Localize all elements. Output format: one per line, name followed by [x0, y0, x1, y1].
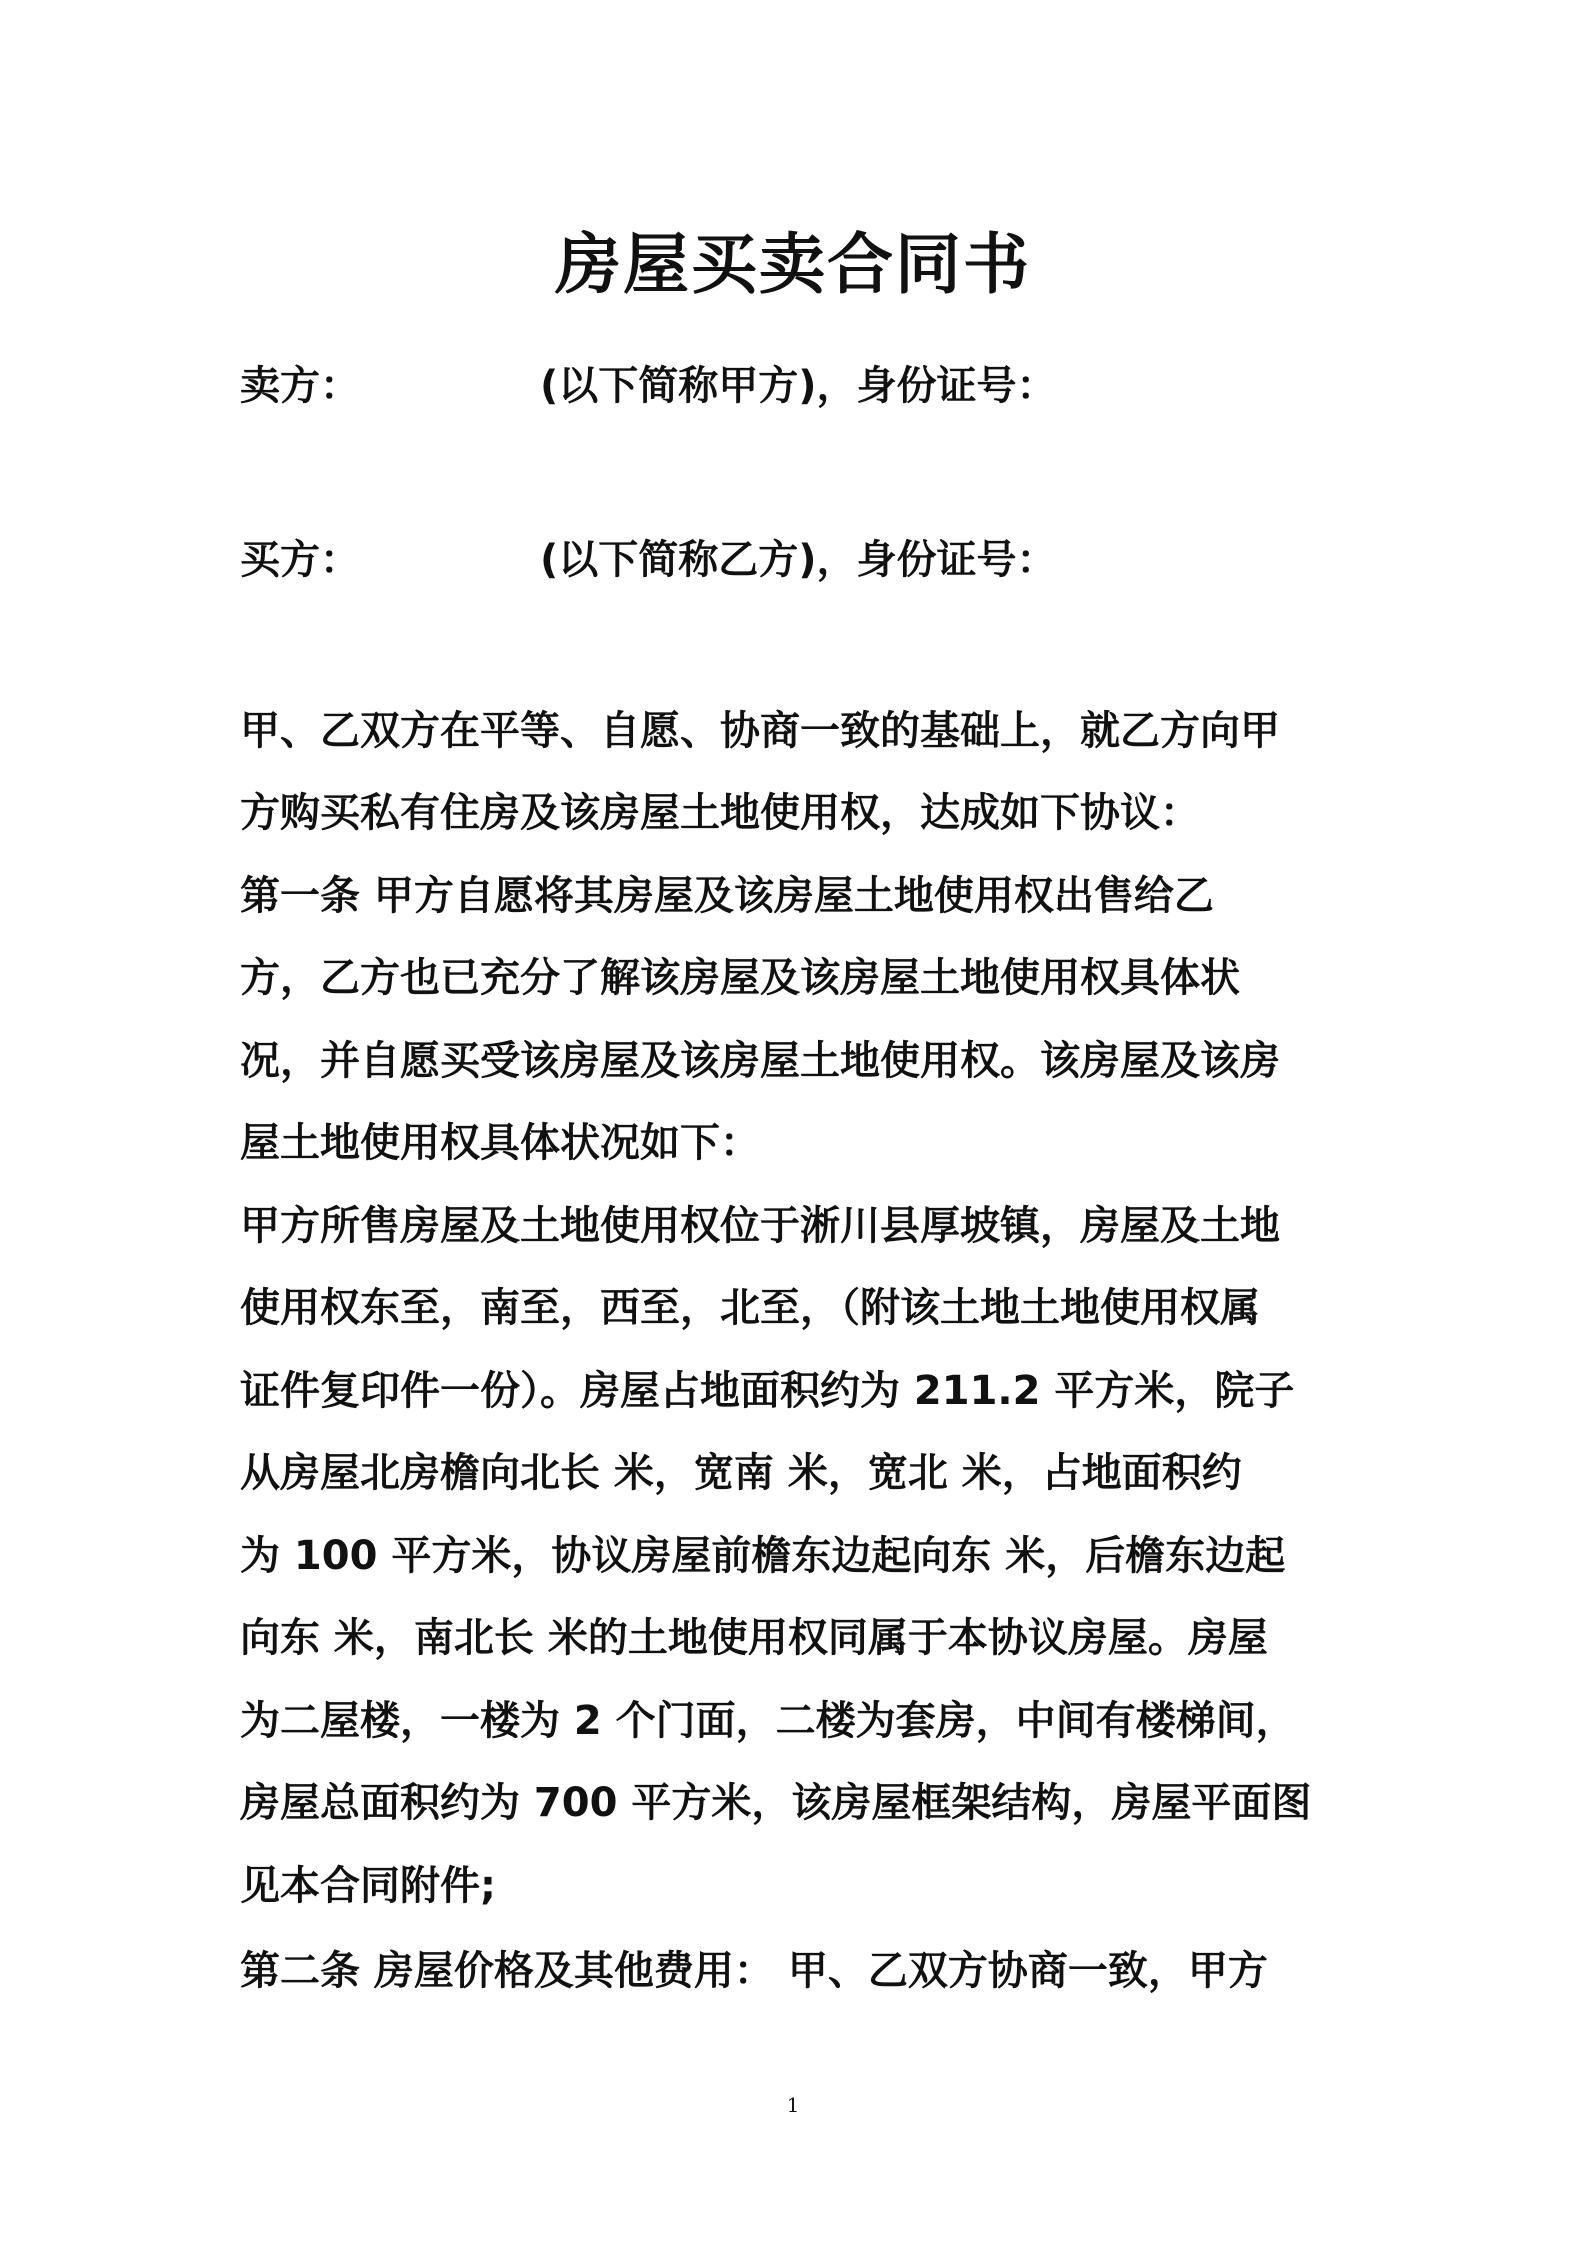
- body-line: 见本合同附件;: [240, 1863, 496, 1909]
- body-line: 向东 米，南北长 米的土地使用权同属于本协议房屋。房屋: [240, 1615, 1268, 1661]
- body-line: 方购买私有住房及该房屋土地使用权，达成如下协议：: [240, 790, 1200, 836]
- buyer-id-text: (以下简称乙方)，身份证号：: [540, 537, 1057, 583]
- seller-id-text: (以下简称甲方)，身份证号：: [540, 363, 1057, 409]
- body-line: 方，乙方也已充分了解该房屋及该房屋土地使用权具体状: [240, 955, 1240, 1001]
- body-line: 证件复印件一份）。房屋占地面积约为 211.2 平方米，院子: [240, 1368, 1295, 1414]
- buyer-label: 买方：: [240, 537, 360, 583]
- body-line: 使用权东至，南至，西至，北至，（附该土地土地使用权属: [240, 1285, 1260, 1331]
- page-number: 1: [786, 2093, 800, 2117]
- seller-label: 卖方：: [240, 363, 360, 409]
- body-line: 为二屋楼，一楼为 2 个门面，二楼为套房，中间有楼梯间，: [240, 1698, 1296, 1744]
- body-line: 屋土地使用权具体状况如下：: [240, 1120, 760, 1166]
- body-line: 房屋总面积约为 700 平方米，该房屋框架结构，房屋平面图: [240, 1780, 1312, 1826]
- body-line: 第一条 甲方自愿将其房屋及该房屋土地使用权出售给乙: [240, 873, 1214, 919]
- page-title: 房屋买卖合同书: [555, 226, 1031, 303]
- body-line: 为 100 平方米，协议房屋前檐东边起向东 米，后檐东边起: [240, 1533, 1286, 1579]
- body-line: 第二条 房屋价格及其他费用： 甲、乙双方协商一致，甲方: [240, 1948, 1268, 1994]
- body-line: 况，并自愿买受该房屋及该房屋土地使用权。该房屋及该房: [240, 1038, 1280, 1084]
- body-line: 甲、乙双方在平等、自愿、协商一致的基础上，就乙方向甲: [240, 708, 1280, 754]
- body-line: 甲方所售房屋及土地使用权位于淅川县厚坡镇，房屋及土地: [240, 1203, 1280, 1249]
- body-line: 从房屋北房檐向北长 米，宽南 米，宽北 米，占地面积约: [240, 1450, 1242, 1496]
